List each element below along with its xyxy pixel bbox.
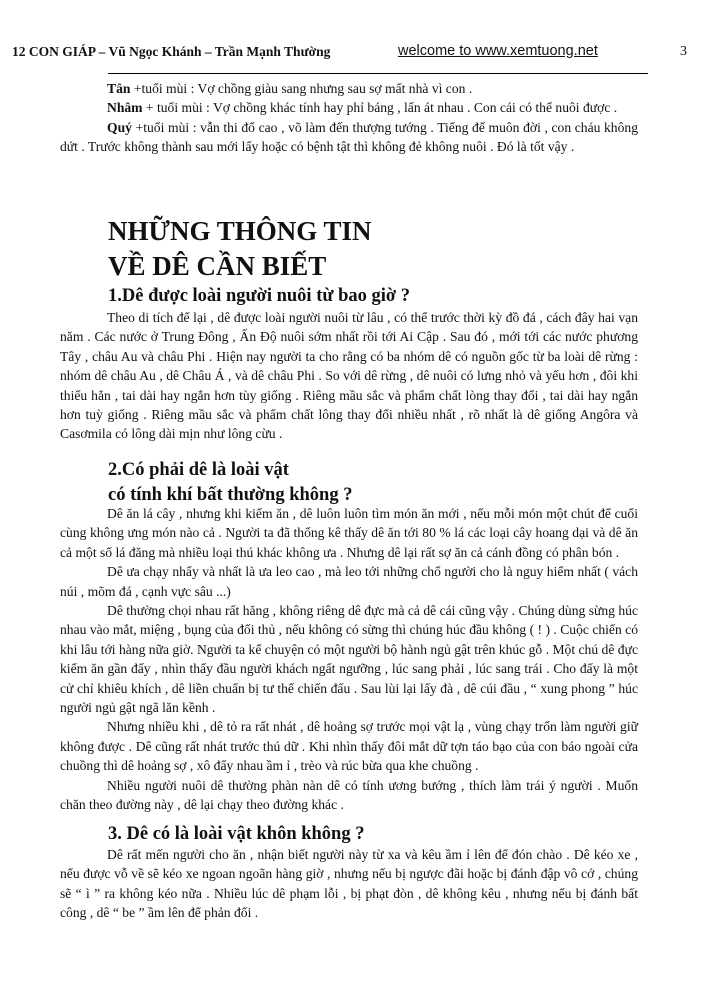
website-link[interactable]: welcome to www.xemtuong.net xyxy=(398,43,598,59)
paragraph xyxy=(60,118,638,157)
intro-block xyxy=(60,79,638,157)
paragraph-text: + tuổi mùi : Vợ chồng khác tính hay phỉ báng , lấn át nhau . Con cái có thể nuôi được . xyxy=(142,100,618,116)
term: Tân xyxy=(107,81,131,96)
header-divider xyxy=(108,73,648,74)
paragraph: Nhiều người nuôi dê thường phàn nàn dê có tính ương bướng , thích làm trái ý người . Muốn chăn theo đường này , dê lại chạy theo đường khác . xyxy=(60,777,638,813)
paragraph: Dê ưa chạy nhẩy và nhất là ưa leo cao , mà leo tới những chổ người cho là nguy hiểm nhất ( vách núi , mõm đá , cạnh vực sâu ...) xyxy=(60,564,638,599)
paragraph-text: +tuổi mùi : vẫn thi đổ cao , võ làm đến thượng tướng . Tiếng để muôn đời , con cháu không dứt . Trước không thành sau mới lấy hoặc có bệnh tật thì không đẻ không nuôi . Đó là tốt vậy . xyxy=(60,119,638,155)
page-number: 3 xyxy=(680,44,687,59)
main-title-line2: VỀ DÊ CẦN BIẾT xyxy=(108,251,327,281)
paragraph-text: +tuổi mùi : Vợ chồng giàu sang nhưng sau sợ mất nhà vì con . xyxy=(130,81,473,96)
paragraph: Nhưng nhiều khi , dê tỏ ra rất nhát , dê hoảng sợ trước mọi vật lạ , vùng chạy trốn làm người giữ không được . Dê cũng rất nhát trước thú dữ . Khi nhìn thấy đôi mắt dữ tợn táo bạo của con báo ngoài cửa chuồng thì dê hoảng sợ , xô đẩy nhau ầm ỉ , trèo và rúc bừa qua khe chuồng . xyxy=(60,719,638,774)
term: Nhâm xyxy=(107,100,143,116)
main-title-line1: NHỮNG THÔNG TIN xyxy=(108,216,372,246)
paragraph: Theo di tích để lại , dê được loài người nuôi từ lâu , có thể trước thời kỳ đồ đá , cách đây hai vạn năm . Các nước ở Trung Đông , Ấn Độ nuôi sớm nhất rồi tới Ai Cập . Sau đó , mới tới các nước phương Tây , châu Au và châu Phi . Hiện nay người ta cho rằng có ba nhóm dê có nguồn gốc từ ba loài dê rừng : nhóm dê châu Au , dê Châu Á , và dê châu Phi . So với dê rừng , dê nuôi có lưng nhỏ và yếu hơn , đôi khi thiếu hẳn , tai dài hay ngắn hơn tùy giống . Riêng mầu sắc và phẩm chất lòng thay đổi , tai dài hay ngắn hơn tuỳ giống . Riêng mầu sắc và phẩm chất lông thay đổi nhiều nhất , rõ nhất là dê giống Angôra và Casơmila có lông dài mịn như lông cừu . xyxy=(60,310,638,442)
header-title: 12 CON GIÁP – Vũ Ngọc Khánh – Trần Mạnh Thường xyxy=(12,44,331,59)
paragraph: Dê thường chọi nhau rất hăng , không riêng dê đực mà cả dê cái cũng vậy . Chúng dùng sừng húc nhau vào mắt, miệng , bụng của đối thủ , nếu không có sừng thì chúng húc đầu không ( ! ) . Cuộc chiến có khi lâu tới hàng nữa giờ. Người ta kể chuyện có một người bộ hành ngủ gật trên khúc gỗ . Một chú dê đực kiếm ăn gần đấy , nhìn thấy đầu người khách ngất ngưỡng , lúc sang phải , lúc sang trái . Cho đấy là một cử chỉ khiêu khích , dê liền chuẩn bị tư thế chiến đấu . Sau lùi lại lấy đà , dê cúi đầu , “ xung phong ” húc người ngủ gật ngã lăn kềnh . xyxy=(60,603,638,716)
paragraph: Dê ăn lá cây , nhưng khi kiếm ăn , dê luôn luôn tìm món ăn mới , nếu mỗi món một chút để cuối cùng không ưng món nào cả . Người ta đã thống kê thấy dê ăn tới 80 % lá các loại cây hoang dại và dê ăn cả một số lá đăng mà nhiều loại thú khác không ưa . Nhưng dê lại rất sợ ăn cả cánh đồng có phân bón . xyxy=(60,506,638,560)
section1-heading: 1.Dê được loài người nuôi từ bao giờ ? xyxy=(108,286,410,306)
paragraph xyxy=(60,98,638,117)
section2-heading-line1: 2.Có phải dê là loài vật xyxy=(108,460,289,480)
section3-body xyxy=(60,845,638,923)
section2-body xyxy=(60,504,638,815)
section1-body xyxy=(60,308,638,444)
paragraph: Dê rất mến người cho ăn , nhận biết người này từ xa và kêu ầm ỉ lên để đón chào . Dê kéo xe , nếu được vỗ về sẽ kéo xe ngoan ngoãn hàng giờ , nhưng nếu bị ngược đãi hoặc bị đánh đập vô cớ , chúng sẽ “ ì ” ra không kéo nữa . Nhiều lúc dê phạm lỗi , bị phạt đòn , dê không kêu , nhưng nếu bị đánh bất công , dê “ be ” ầm lên để phản đối . xyxy=(60,847,638,921)
paragraph xyxy=(60,79,638,98)
section3-heading: 3. Dê có là loài vật khôn không ? xyxy=(108,824,365,844)
term: Quý xyxy=(107,119,132,135)
section2-heading-line2: có tính khí bất thường không ? xyxy=(108,485,353,505)
